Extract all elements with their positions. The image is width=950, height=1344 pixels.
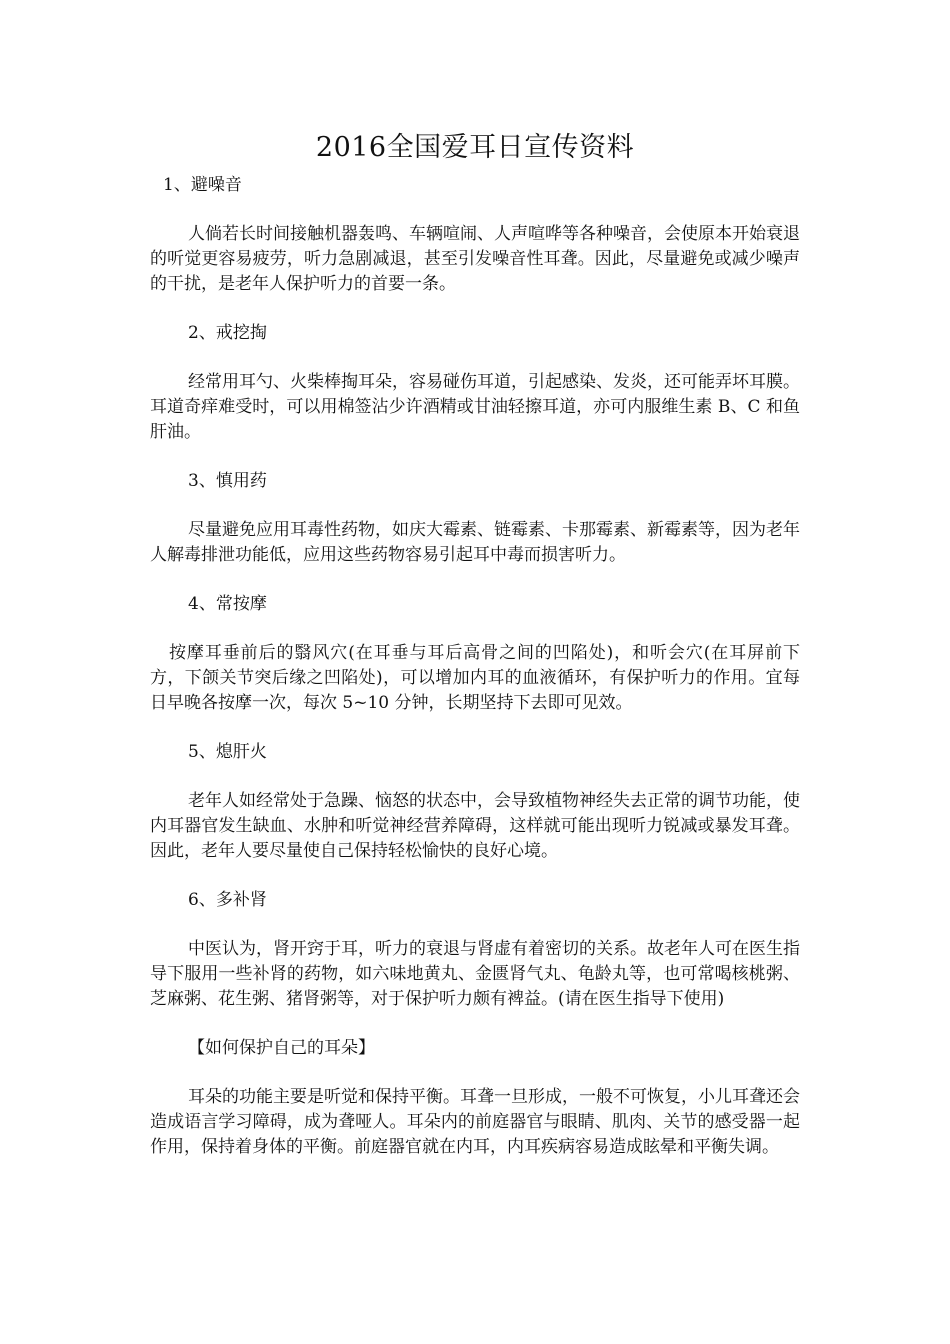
- section-heading-careful-medication: 3、慎用药: [188, 471, 267, 491]
- section-heading-no-ear-picking: 2、戒挖掏: [188, 323, 267, 343]
- section-text-massage: 按摩耳垂前后的翳风穴(在耳垂与耳后高骨之间的凹陷处)，和听会穴(在耳屏前下方，下颌关节突后缘之凹陷处)，可以增加内耳的血液循环，有保护听力的作用。宜每日早晚各按摩一次，每次 5~10 分钟，长期坚持下去即可见效。: [150, 643, 800, 713]
- section-text-avoid-noise: 人倘若长时间接触机器轰鸣、车辆喧闹、人声喧哗等各种噪音，会使原本开始衰退的听觉更容易疲劳，听力急剧减退，甚至引发噪音性耳聋。因此，尽量避免或减少噪声的干扰，是老年人保护听力的首要一条。: [150, 224, 800, 294]
- section-text-careful-medication: 尽量避免应用耳毒性药物，如庆大霉素、链霉素、卡那霉素、新霉素等，因为老年人解毒排泄功能低，应用这些药物容易引起耳中毒而损害听力。: [150, 520, 800, 565]
- section-text-no-ear-picking: 经常用耳勺、火柴棒掏耳朵，容易碰伤耳道，引起感染、发炎，还可能弄坏耳膜。耳道奇痒难受时，可以用棉签沾少许酒精或甘油轻擦耳道，亦可内服维生素 B、C 和鱼肝油。: [150, 372, 800, 442]
- section-heading-avoid-noise: 1、避噪音: [163, 175, 242, 195]
- section-text-nourish-kidney: 中医认为，肾开窍于耳，听力的衰退与肾虚有着密切的关系。故老年人可在医生指导下服用一些补肾的药物，如六味地黄丸、金匮肾气丸、龟龄丸等，也可常喝核桃粥、芝麻粥、花生粥、猪肾粥等，对于保护听力颇有裨益。(请在医生指导下使用): [150, 939, 800, 1009]
- document-body: [150, 128, 800, 1160]
- section-heading-calm-liver-fire: 5、熄肝火: [188, 742, 267, 762]
- section-heading-protect-ears: 【如何保护自己的耳朵】: [188, 1038, 375, 1058]
- document-title: 2016全国爱耳日宣传资料: [315, 132, 635, 163]
- section-text-calm-liver-fire: 老年人如经常处于急躁、恼怒的状态中，会导致植物神经失去正常的调节功能，使内耳器官发生缺血、水肿和听觉神经营养障碍，这样就可能出现听力锐减或暴发耳聋。因此，老年人要尽量使自己保持轻松愉快的良好心境。: [150, 791, 800, 861]
- section-text-protect-ears: 耳朵的功能主要是听觉和保持平衡。耳聋一旦形成，一般不可恢复，小儿耳聋还会造成语言学习障碍，成为聋哑人。耳朵内的前庭器官与眼睛、肌肉、关节的感受器一起作用，保持着身体的平衡。前庭器官就在内耳，内耳疾病容易造成眩晕和平衡失调。: [150, 1087, 800, 1157]
- section-heading-massage: 4、常按摩: [188, 594, 267, 614]
- section-heading-nourish-kidney: 6、多补肾: [188, 890, 267, 910]
